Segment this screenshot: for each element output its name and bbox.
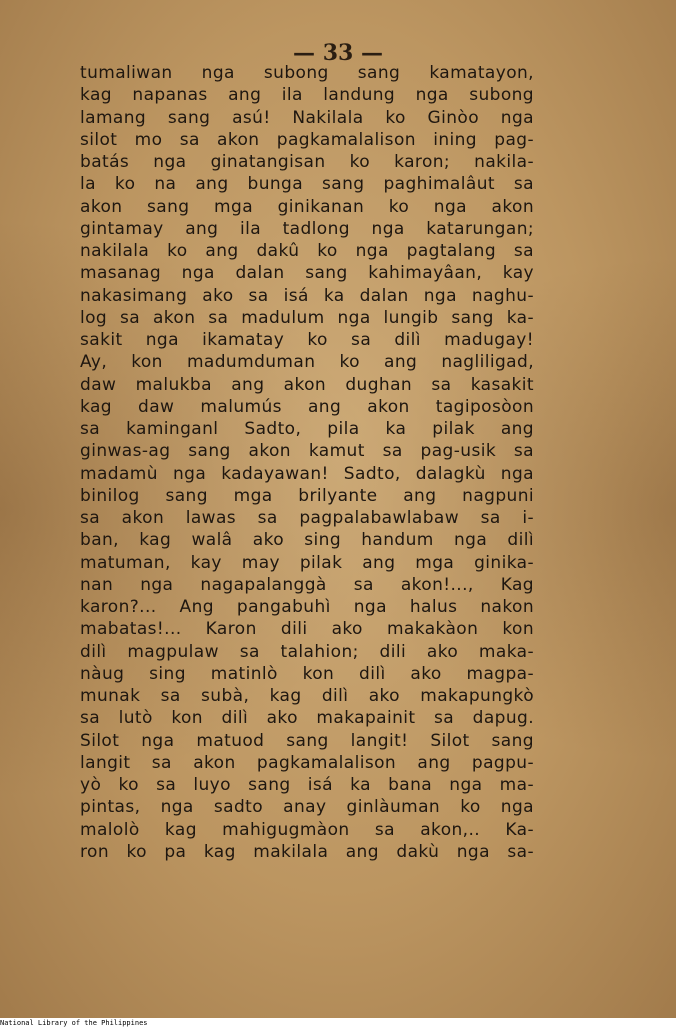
text-line: dilì magpulaw sa talahion; dili ako maka- <box>80 641 534 662</box>
text-line: kag napanas ang ila landung nga subong <box>80 85 534 106</box>
text-line: langit sa akon pagkamalalison ang pagpu- <box>80 752 534 773</box>
page-number: — 33 — <box>293 40 383 66</box>
text-line: munak sa subà, kag dilì ako makapungkò <box>80 686 534 706</box>
text-line: ban, kag walâ ako sing handum nga dilì <box>80 530 534 551</box>
text-line: nàug sing matinlò kon dilì ako magpa- <box>80 663 534 684</box>
text-line: daw malukba ang akon dughan sa kasakit <box>80 374 534 395</box>
text-line: sa akon lawas sa pagpalabawlabaw sa i- <box>80 508 534 528</box>
text-line: Silot nga matuod sang langit! Silot sang <box>80 730 534 751</box>
text-line: silot mo sa akon pagkamalalison ining pag- <box>80 129 534 150</box>
text-line: matuman, kay may pilak ang mga ginika- <box>80 552 534 573</box>
text-line: pintas, nga sadto anay ginlàuman ko nga <box>80 797 534 818</box>
text-line: gintamay ang ila tadlong nga katarungan; <box>80 218 534 239</box>
text-line: sa lutò kon dilì ako makapainit sa dapug. <box>80 708 534 729</box>
text-line: kag daw malumús ang akon tagiposòon <box>80 396 534 417</box>
text-line: log sa akon sa madulum nga lungib sang ka- <box>80 307 534 328</box>
text-line: masanag nga dalan sang kahimayâan, kay <box>80 263 534 284</box>
text-line: mabatas!... Karon dili ako makakàon kon <box>80 619 534 640</box>
text-line: ron ko pa kag makilala ang dakù nga sa- <box>80 841 534 862</box>
text-line: Ay, kon madumduman ko ang nagliligad, <box>80 352 534 373</box>
text-line: malolò kag mahigugmàon sa akon,.. Ka- <box>80 819 534 840</box>
text-line: lamang sang asú! Nakilala ko Ginòo nga <box>80 107 534 128</box>
text-line: yò ko sa luyo sang isá ka bana nga ma- <box>80 775 534 795</box>
text-line: nakasimang ako sa isá ka dalan nga naghu- <box>80 285 534 306</box>
text-line: la ko na ang bunga sang paghimalâut sa <box>80 174 534 195</box>
text-line: akon sang mga ginikanan ko nga akon <box>80 196 534 217</box>
body-text <box>80 62 534 863</box>
text-line: sa kaminganl Sadto, pila ka pilak ang <box>80 419 534 439</box>
text-line: nan nga nagapalanggà sa akon!..., Kag <box>80 574 534 595</box>
text-line: ginwas-ag sang akon kamut sa pag-usik sa <box>80 441 534 462</box>
text-line: binilog sang mga brilyante ang nagpuni <box>80 485 534 506</box>
text-line: madamù nga kadayawan! Sadto, dalagkù nga <box>80 463 534 484</box>
text-line: karon?... Ang pangabuhì nga halus nakon <box>80 597 534 617</box>
text-line: tumaliwan nga subong sang kamatayon, <box>80 63 534 83</box>
footer-credit: National Library of the Philippines <box>0 1019 148 1027</box>
text-line: batás nga ginatangisan ko karon; nakila- <box>80 152 534 172</box>
text-line: nakilala ko ang dakû ko nga pagtalang sa <box>80 241 534 261</box>
text-line: sakit nga ikamatay ko sa dilì madugay! <box>80 330 534 350</box>
